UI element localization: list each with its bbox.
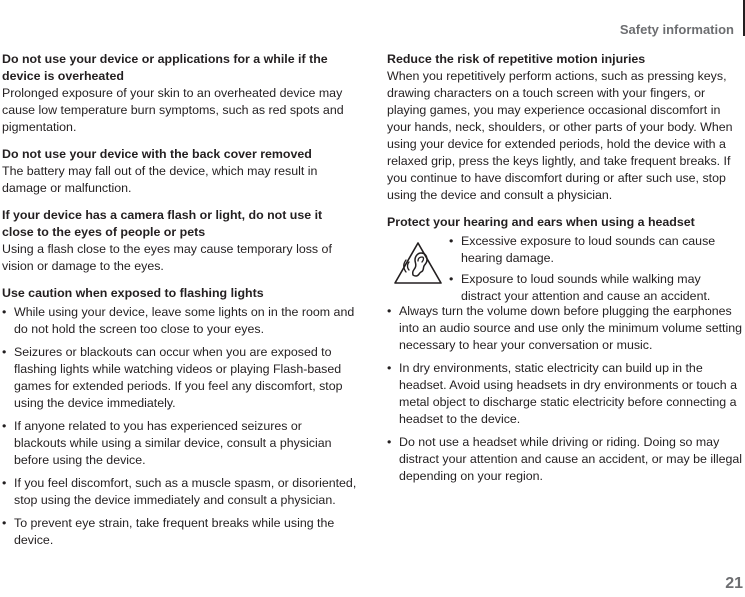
- hearing-warning-block: [387, 233, 743, 301]
- bullet-marker: •: [387, 304, 392, 318]
- list-item-text: If you feel discomfort, such as a muscle spasm, or disoriented, stop using the device immediately and consult a physician.: [14, 476, 357, 507]
- right-column: [387, 51, 743, 495]
- list-item: [2, 515, 357, 549]
- bullet-list: [2, 304, 357, 549]
- list-item-text: If anyone related to you has experienced seizures or blackouts while using a similar device, consult a physician before using the device.: [14, 419, 332, 467]
- list-item-text: Always turn the volume down before plugging the earphones into an audio source and use only the minimum volume setting necessary to hear your conversation or music.: [399, 304, 742, 352]
- list-item: [2, 418, 357, 469]
- list-item-text: In dry environments, static electricity can build up in the headset. Avoid using headsets in dry environments or touch a metal object to discharge static electricity before connecting a headset to the device.: [399, 361, 737, 426]
- list-item: [387, 360, 743, 428]
- section-heading: Do not use your device with the back cover removed: [2, 147, 312, 161]
- bullet-marker: •: [449, 234, 454, 248]
- ear-warning-icon: [393, 241, 443, 287]
- section-heading: Protect your hearing and ears when using a headset: [387, 215, 695, 229]
- section-body: Prolonged exposure of your skin to an overheated device may cause low temperature burn symptoms, such as red spots and pigmentation.: [2, 86, 344, 134]
- list-item-text: Excessive exposure to loud sounds can cause hearing damage.: [461, 234, 716, 265]
- section-body: Using a flash close to the eyes may cause temporary loss of vision or damage to the eyes.: [2, 242, 332, 273]
- overheated-section: [2, 51, 357, 136]
- section-heading: If your device has a camera flash or light, do not use it close to the eyes of people or pets: [2, 208, 323, 239]
- section-heading: Do not use your device or applications for a while if the device is overheated: [2, 52, 328, 83]
- camera-flash-section: [2, 207, 357, 275]
- section-heading: Use caution when exposed to flashing lights: [2, 286, 264, 300]
- bullet-marker: •: [387, 435, 392, 449]
- list-item: [2, 304, 357, 338]
- list-item: [449, 233, 743, 267]
- bullet-marker: •: [2, 419, 7, 433]
- list-item-text: To prevent eye strain, take frequent breaks while using the device.: [14, 516, 335, 547]
- running-header: Safety information: [619, 22, 734, 37]
- list-item: [387, 434, 743, 485]
- list-item: [387, 303, 743, 354]
- bullet-marker: •: [2, 476, 7, 490]
- repetitive-motion-section: [387, 51, 743, 204]
- bullet-marker: •: [2, 305, 7, 319]
- list-item-text: While using your device, leave some lights on in the room and do not hold the screen too close to your eyes.: [14, 305, 355, 336]
- bullet-marker: •: [449, 272, 454, 286]
- list-item: [2, 475, 357, 509]
- hearing-section: [387, 214, 743, 485]
- list-item: [2, 344, 357, 412]
- section-body: When you repetitively perform actions, such as pressing keys, drawing characters on a touch screen with your fingers, or playing games, you may experience occasional discomfort in your hands, neck, shoulders, or other parts of your body. When using your device for extended periods, hold the device with a relaxed grip, press the keys lightly, and take frequent breaks. If you continue to have discomfort during or after such use, stop using the device and consult a physician.: [387, 69, 733, 202]
- bullet-list: [387, 303, 743, 485]
- left-column: [2, 51, 357, 559]
- list-item: [449, 271, 743, 305]
- list-item-text: Seizures or blackouts can occur when you are exposed to flashing lights while watching videos or playing Flash-based games for extended periods. If you feel any discomfort, stop using the device immediately.: [14, 345, 343, 410]
- list-item-text: Do not use a headset while driving or riding. Doing so may distract your attention and cause an accident, or may be illegal depending on your region.: [399, 435, 743, 483]
- bullet-marker: •: [2, 345, 7, 359]
- back-cover-section: [2, 146, 357, 197]
- section-heading: Reduce the risk of repetitive motion injuries: [387, 52, 646, 66]
- icon-bullet-list: [449, 233, 743, 309]
- section-body: The battery may fall out of the device, which may result in damage or malfunction.: [2, 164, 318, 195]
- bullet-marker: •: [387, 361, 392, 375]
- list-item-text: Exposure to loud sounds while walking may distract your attention and cause an accident.: [461, 272, 711, 303]
- page-number: 21: [725, 575, 743, 592]
- bullet-marker: •: [2, 516, 7, 530]
- flashing-lights-section: [2, 285, 357, 549]
